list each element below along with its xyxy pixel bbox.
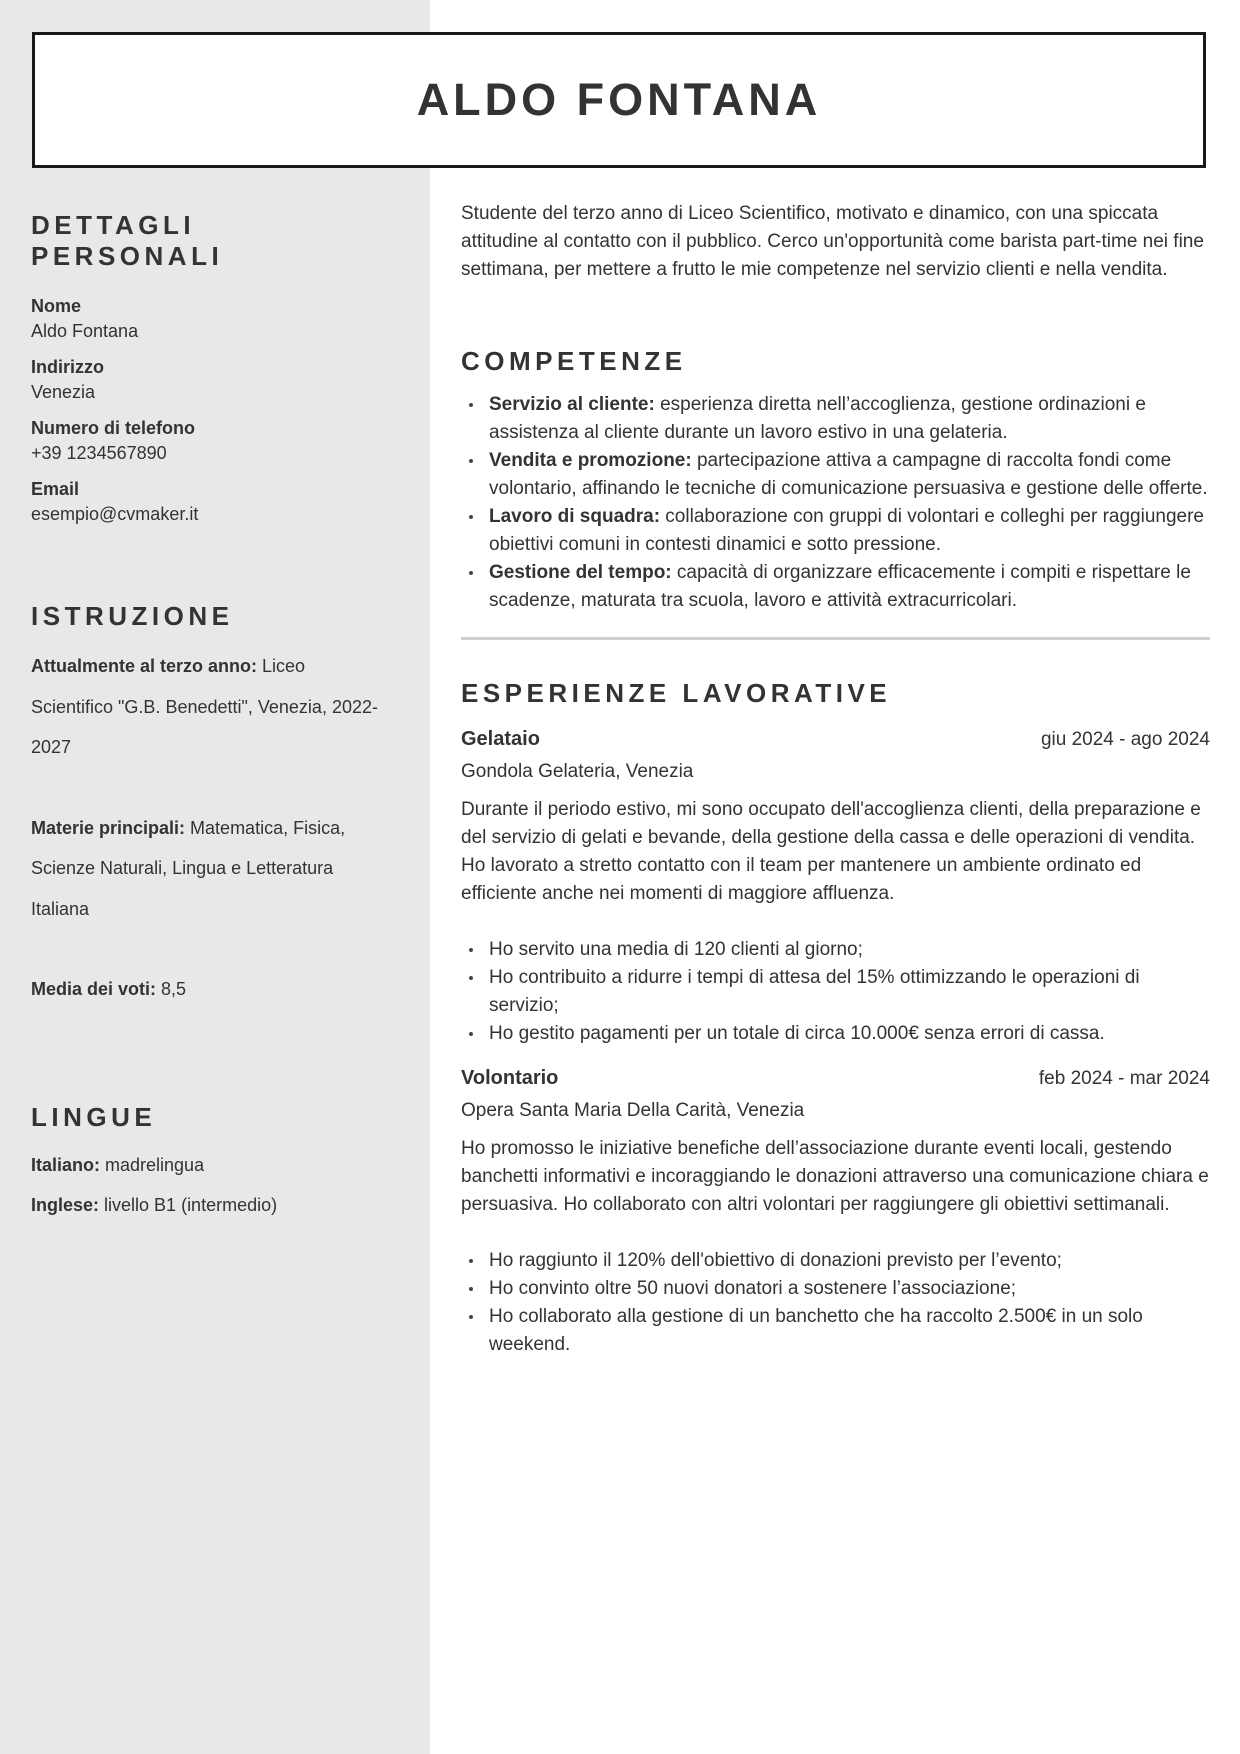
experience-section: [461, 678, 1210, 1359]
skills-section: [461, 346, 1210, 615]
field-value: +39 1234567890: [31, 443, 167, 463]
job-title: Gelataio: [461, 728, 540, 750]
field-label: Email: [31, 479, 80, 499]
language-label: Inglese:: [31, 1195, 100, 1215]
education-grade-average: [31, 969, 391, 1010]
skill-item: [489, 559, 1210, 615]
education-label: Media dei voti:: [31, 979, 157, 999]
achievement-item: Ho contribuito a ridurre i tempi di attesa del 15% ottimizzando le operazioni di servizio;: [489, 964, 1210, 1020]
education-section: [31, 601, 391, 1010]
profile-summary: Studente del terzo anno di Liceo Scientifico, motivato e dinamico, con una spiccata attitudine al contatto con il pubblico. Cerco un'opportunità come barista part-time nei fine settimana, per mettere a frutto le mie competenze nel servizio clienti e nella vendita.: [461, 203, 1204, 280]
experience-title: ESPERIENZE LAVORATIVE: [461, 678, 892, 708]
skill-text: esperienza diretta nell’accoglienza, gestione ordinazioni e assistenza al cliente durante un lavoro estivo in una gelateria.: [489, 394, 1146, 443]
education-title: ISTRUZIONE: [31, 601, 234, 631]
personal-field-address: [31, 355, 391, 405]
candidate-name: ALDO FONTANA: [416, 74, 822, 125]
job-achievements: [461, 936, 1210, 1048]
personal-details-title: DETTAGLI PERSONALI: [31, 210, 224, 271]
education-text: 8,5: [156, 979, 187, 999]
skill-item: [489, 503, 1210, 559]
job-header: [461, 1064, 1210, 1093]
education-current: [31, 646, 391, 768]
job-description: Durante il periodo estivo, mi sono occupato dell'accoglienza clienti, della preparazione e del servizio di gelati e bevande, della gestione della cassa e delle operazioni di vendita. Ho lavorato a stretto contatto con il team per mantenere un ambiente ordinato ed efficiente anche nei momenti di maggiore affluenza.: [461, 799, 1201, 904]
job-description: Ho promosso le iniziative benefiche dell’associazione durante eventi locali, gestendo banchetti informativi e incoraggiando le donazioni attraverso una comunicazione chiara e persuasiva. Ho collaborato con altri volontari per raggiungere gli obiettivi settimanali.: [461, 1138, 1209, 1215]
skill-label: Vendita e promozione:: [489, 450, 692, 471]
skill-text: collaborazione con gruppi di volontari e colleghi per raggiungere obiettivi comuni in contesti dinamici e sotto pressione.: [489, 506, 1204, 555]
skill-text: partecipazione attiva a campagne di raccolta fondi come volontario, affinando le tecniche di comunicazione persuasiva e gestione delle offerte.: [489, 450, 1208, 499]
personal-field-name: [31, 294, 391, 344]
achievement-item: Ho servito una media di 120 clienti al giorno;: [489, 936, 1210, 964]
field-value: Aldo Fontana: [31, 321, 139, 341]
job-title: Volontario: [461, 1067, 559, 1089]
language-item: [31, 1145, 391, 1186]
job-achievements: [461, 1247, 1210, 1359]
education-label: Materie principali:: [31, 817, 186, 838]
job-company: Opera Santa Maria Della Carità, Venezia: [461, 1100, 805, 1121]
achievement-item: Ho gestito pagamenti per un totale di circa 10.000€ senza errori di cassa.: [489, 1020, 1210, 1048]
field-label: Indirizzo: [31, 357, 104, 377]
education-text: Matematica, Fisica, Scienze Naturali, Lingua e Letteratura Italiana: [31, 817, 346, 919]
skills-title: COMPETENZE: [461, 346, 687, 376]
name-header-box: [32, 32, 1206, 168]
section-divider: [461, 637, 1210, 640]
field-value: Venezia: [31, 382, 96, 402]
skill-label: Lavoro di squadra:: [489, 506, 661, 527]
job-header: [461, 725, 1210, 754]
education-subjects: [31, 808, 391, 930]
job-dates: feb 2024 - mar 2024: [1038, 1068, 1210, 1089]
job-entry: [461, 1064, 1210, 1359]
skill-label: Servizio al cliente:: [489, 394, 655, 415]
language-item: [31, 1185, 391, 1226]
education-text: Liceo Scientifico "G.B. Benedetti", Venezia, 2022-2027: [31, 656, 378, 757]
education-label: Attualmente al terzo anno:: [31, 656, 258, 676]
skill-item: [489, 391, 1210, 447]
language-level: madrelingua: [100, 1154, 205, 1175]
languages-section: [31, 1102, 391, 1226]
achievement-item: Ho convinto oltre 50 nuovi donatori a sostenere l’associazione;: [489, 1275, 1210, 1303]
languages-title: LINGUE: [31, 1101, 157, 1132]
job-entry: [461, 725, 1210, 1048]
skills-list: [461, 391, 1210, 615]
personal-field-phone: [31, 416, 391, 466]
field-label: Nome: [31, 296, 82, 316]
field-value: esempio@cvmaker.it: [31, 504, 199, 524]
personal-details-section: [31, 210, 391, 527]
job-dates: giu 2024 - ago 2024: [1040, 729, 1210, 750]
achievement-item: Ho raggiunto il 120% dell'obiettivo di donazioni previsto per l’evento;: [489, 1247, 1210, 1275]
job-company: Gondola Gelateria, Venezia: [461, 761, 694, 782]
skill-item: [489, 447, 1210, 503]
personal-field-email: [31, 477, 391, 527]
main-column: [461, 200, 1210, 1359]
skill-label: Gestione del tempo:: [489, 562, 672, 583]
achievement-item: Ho collaborato alla gestione di un banchetto che ha raccolto 2.500€ in un solo weekend.: [489, 1303, 1210, 1359]
sidebar: [31, 210, 391, 1226]
language-level: livello B1 (intermedio): [99, 1195, 278, 1215]
language-label: Italiano:: [31, 1154, 101, 1175]
skill-text: capacità di organizzare efficacemente i compiti e rispettare le scadenze, maturata tra scuola, lavoro e attività extracurricolari.: [489, 562, 1191, 611]
field-label: Numero di telefono: [31, 418, 196, 438]
